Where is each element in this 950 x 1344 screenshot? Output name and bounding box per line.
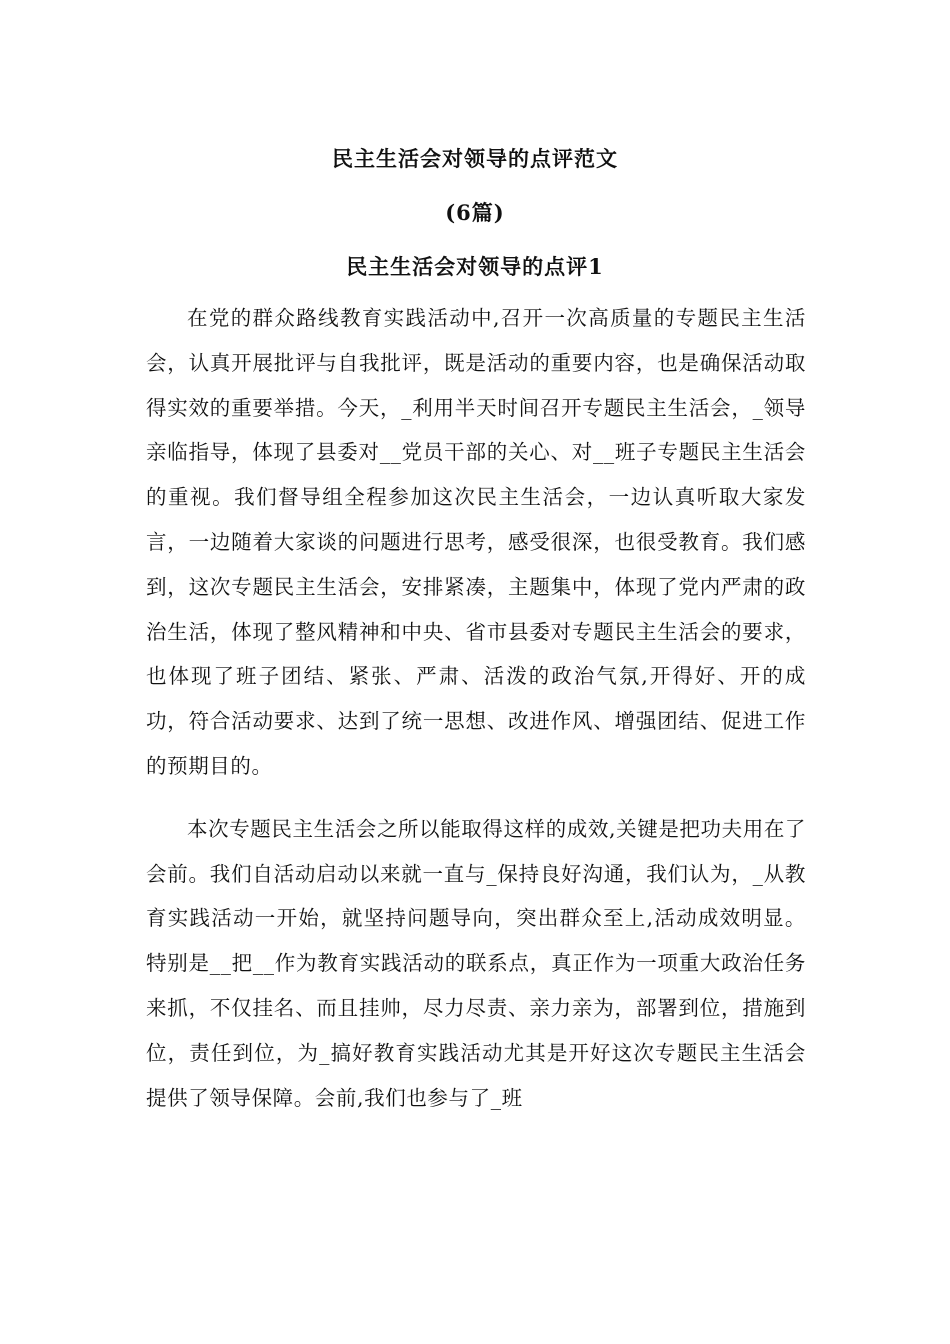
body-text — [146, 296, 806, 1138]
paragraph-2: 本次专题民主生活会之所以能取得这样的成效,关键是把功夫用在了会前。我们自活动启动以来就一直与_保持良好沟通，我们认为，_从教育实践活动一开始，就坚持问题导向，突出群众至上,活动成效明显。特别是__把__作为教育实践活动的联系点，真正作为一项重大政治任务来抓，不仅挂名、而且挂帅，尽力尽责、亲力亲为，部署到位，措施到位，责任到位，为_搞好教育实践活动尤其是开好这次专题民主生活会提供了领导保障。会前,我们也参与了_班 — [146, 816, 807, 1110]
paragraph-1: 在党的群众路线教育实践活动中,召开一次高质量的专题民主生活会，认真开展批评与自我批评，既是活动的重要内容，也是确保活动取得实效的重要举措。今天，_利用半天时间召开专题民主生活会，_领导亲临指导，体现了县委对__党员干部的关心、对__班子专题民主生活会的重视。我们督导组全程参加这次民主生活会，一边认真听取大家发言，一边随着大家谈的问题进行思考，感受很深，也很受教育。我们感到，这次专题民主生活会，安排紧凑，主题集中，体现了党内严肃的政治生活，体现了整风精神和中央、省市县委对专题民主生活会的要求，也体现了班子团结、紧张、严肃、活泼的政治气氛,开得好、开的成功，符合活动要求、达到了统一思想、改进作风、增强团结、促进工作的预期目的。 — [146, 306, 806, 778]
section-heading: 民主生活会对领导的点评1 — [346, 254, 604, 279]
document-subtitle: (6篇) — [445, 200, 505, 225]
document-title: 民主生活会对领导的点评范文 — [332, 146, 618, 171]
